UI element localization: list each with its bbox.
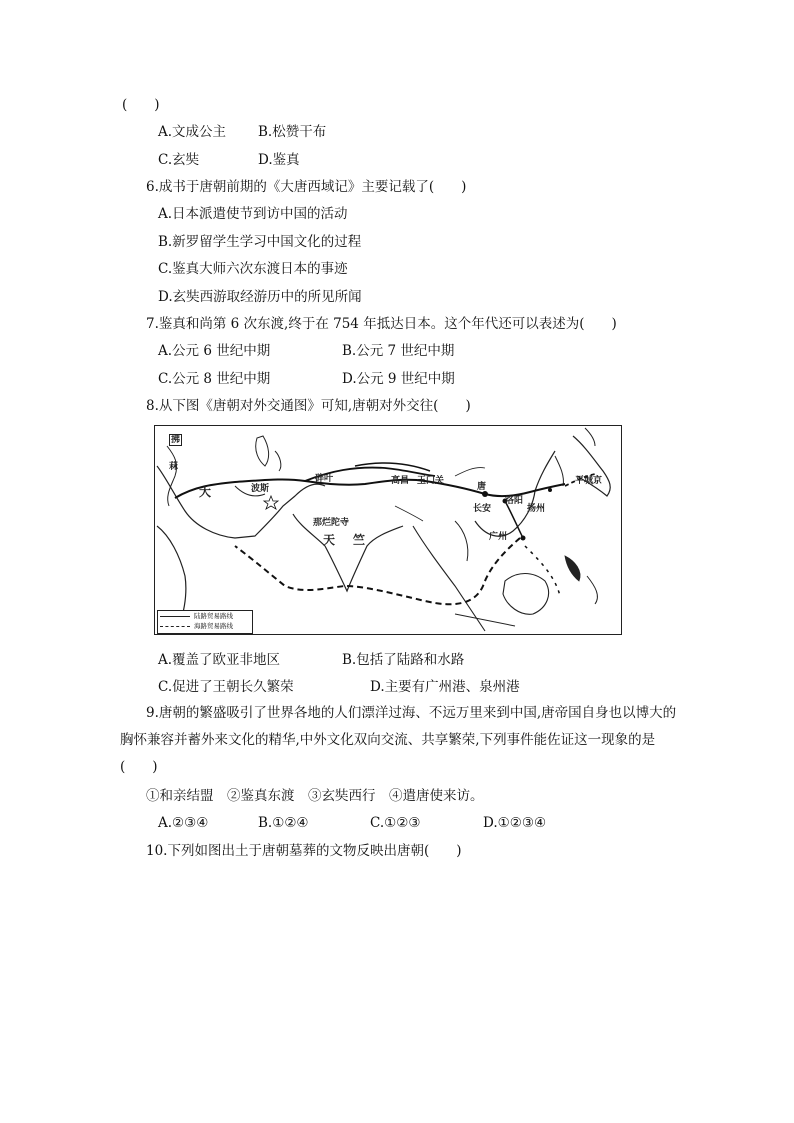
- q4-option-a[interactable]: A.文成公主: [158, 124, 227, 140]
- q6-option-b[interactable]: B.新罗留学生学习中国文化的过程: [158, 234, 362, 250]
- q4-paren: ( ): [122, 97, 160, 113]
- legend-sea: [158, 621, 252, 631]
- legend-sea-label: 海路贸易路线: [194, 621, 233, 630]
- q6-option-d[interactable]: D.玄奘西游取经游历中的所见所闻: [158, 289, 362, 305]
- q8-stem: 8.从下图《唐朝对外交通图》可知,唐朝对外交往( ): [146, 398, 471, 414]
- q8-option-b[interactable]: B.包括了陆路和水路: [342, 652, 465, 668]
- q9-stem: 9.唐朝的繁盛吸引了世界各地的人们漂洋过海、不远万里来到中国,唐帝国自身也以博大的胸怀兼容并蓄外来文化的精华,中外文化双向交流、共享繁荣,下列事件能佐证这一现象的是( ): [120, 705, 677, 775]
- q6-option-c[interactable]: C.鉴真大师六次东渡日本的事迹: [158, 261, 348, 277]
- q6-option-a[interactable]: A.日本派遣使节到访中国的活动: [158, 206, 348, 222]
- q9-events: ①和亲结盟 ②鉴真东渡 ③玄奘西行 ④遣唐使来访。: [146, 788, 484, 804]
- legend-land: [158, 611, 252, 621]
- q8-option-c[interactable]: C.促进了王朝长久繁荣: [158, 679, 294, 695]
- label-fulin-2: 菻: [169, 462, 179, 472]
- q7-option-b[interactable]: B.公元 7 世纪中期: [342, 343, 455, 359]
- legend-sea-swatch: [160, 626, 190, 627]
- label-tianzhu-2: 竺: [353, 533, 366, 547]
- label-fulin: 拂: [171, 435, 181, 445]
- label-suiye: 碎叶: [315, 474, 334, 484]
- label-bosi: 波斯: [251, 484, 270, 494]
- label-yangzhou: 扬州: [527, 504, 546, 514]
- map-drawing: [155, 426, 622, 635]
- label-gaochang: 高昌: [391, 476, 410, 486]
- q8-option-a[interactable]: A.覆盖了欧亚非地区: [158, 652, 281, 668]
- q7-option-a[interactable]: A.公元 6 世纪中期: [158, 343, 271, 359]
- q6-stem: 6.成书于唐朝前期的《大唐西域记》主要记载了( ): [146, 179, 467, 195]
- q7-stem: 7.鉴真和尚第 6 次东渡,终于在 754 年抵达日本。这个年代还可以表述为( ): [146, 316, 617, 332]
- label-nalan: 那烂陀寺: [313, 518, 350, 528]
- legend-land-label: 陆路贸易路线: [194, 611, 233, 620]
- q7-option-d[interactable]: D.公元 9 世纪中期: [342, 371, 455, 387]
- q9-option-b[interactable]: B.①②④: [258, 815, 309, 831]
- label-changan: 长安: [473, 504, 492, 514]
- label-tang: 唐: [477, 482, 487, 492]
- label-yumen: 玉门关: [417, 476, 445, 486]
- label-luoyang: 洛阳: [505, 496, 524, 506]
- q7-option-c[interactable]: C.公元 8 世纪中期: [158, 371, 271, 387]
- label-tianzhu-1: 天: [323, 533, 336, 547]
- q9-option-a[interactable]: A.②③④: [158, 815, 209, 831]
- q4-option-d[interactable]: D.鉴真: [258, 152, 300, 168]
- legend-land-swatch: [160, 616, 190, 617]
- q4-option-b[interactable]: B.松赞干布: [258, 124, 327, 140]
- map-legend: [157, 610, 253, 634]
- q10-stem: 10.下列如图出土于唐朝墓葬的文物反映出唐朝( ): [146, 843, 462, 859]
- q4-option-c[interactable]: C.玄奘: [158, 152, 200, 168]
- label-guangzhou: 广州: [489, 532, 508, 542]
- label-dashi: 大: [199, 485, 212, 499]
- q8-option-d[interactable]: D.主要有广州港、泉州港: [370, 679, 520, 695]
- label-japan: 平城京: [575, 476, 603, 486]
- tang-trade-map: [154, 425, 622, 635]
- q9-option-d[interactable]: D.①②③④: [483, 815, 547, 831]
- q9-option-c[interactable]: C.①②③: [370, 815, 421, 831]
